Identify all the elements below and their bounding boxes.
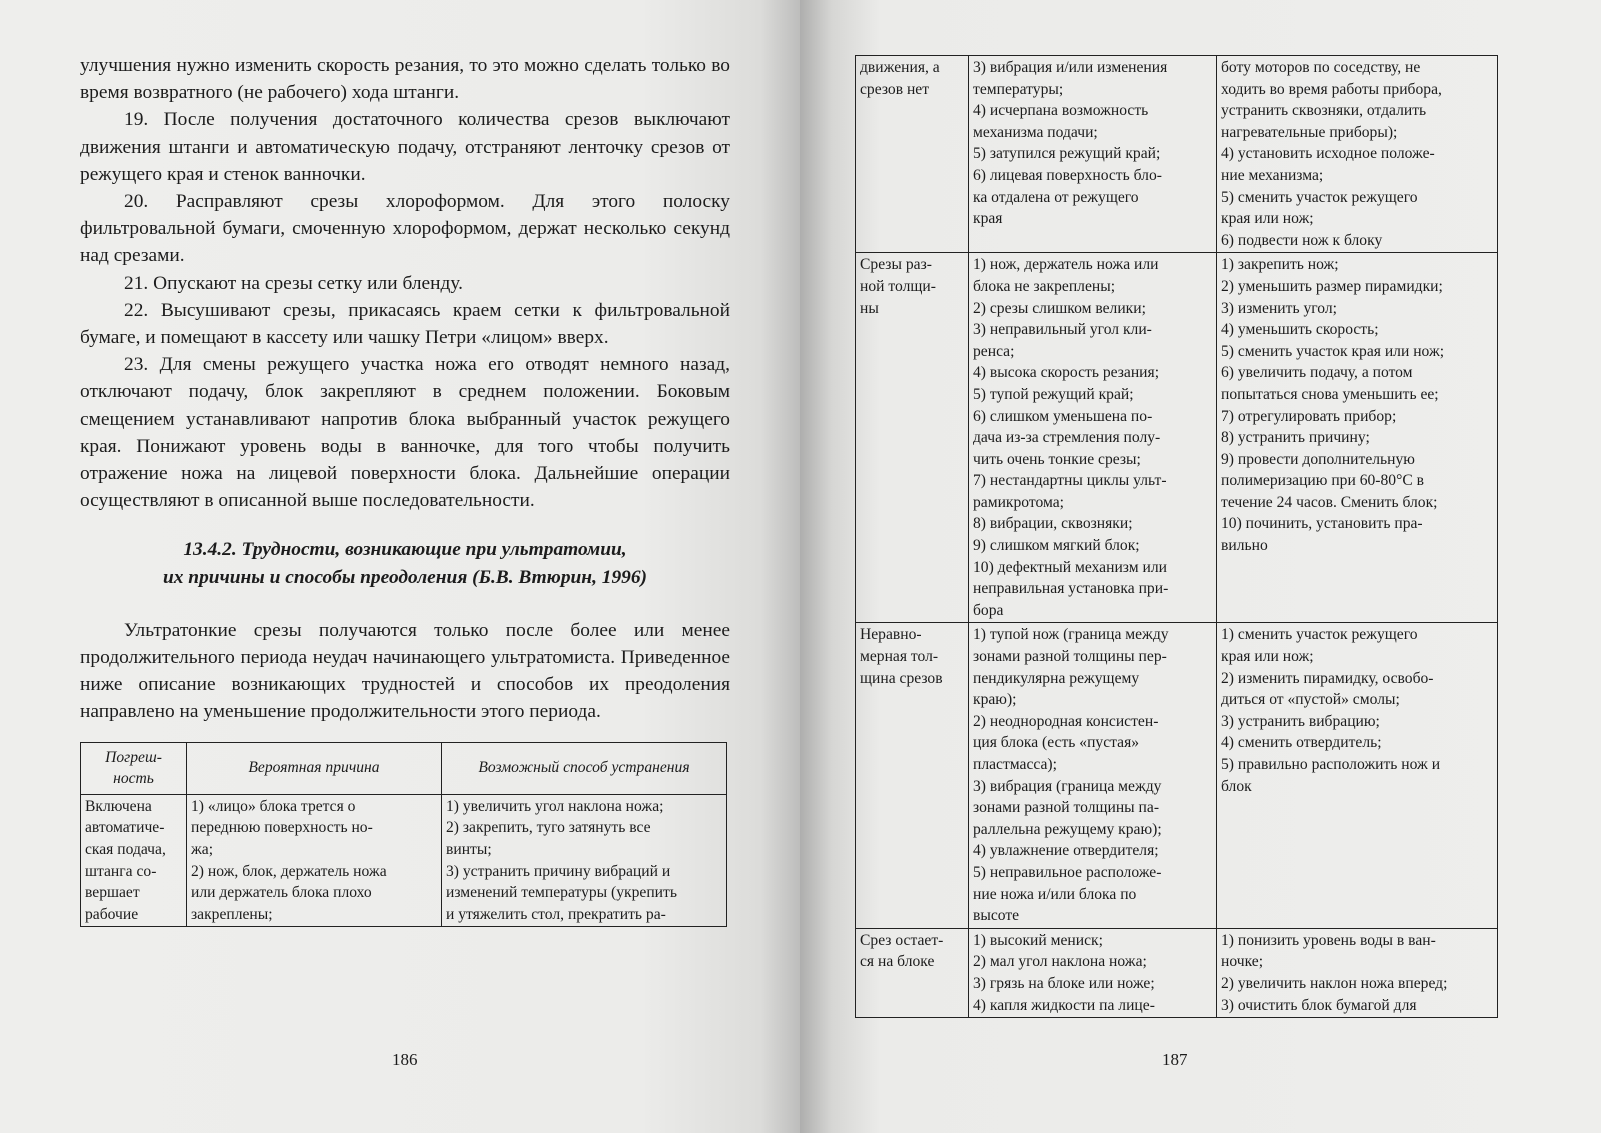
cell-line: 2) изменить пирамидку, освобо- (1221, 669, 1434, 687)
header-fix: Возможный способ устранения (442, 742, 727, 794)
cell-error (81, 794, 187, 927)
cell-error (856, 928, 969, 1017)
cell-fix (442, 794, 727, 927)
cell-line: 8) вибрации, сквозняки; (973, 515, 1133, 533)
cell-line: пендикулярна режущему (973, 669, 1140, 687)
section-title-line-1: 13.4.2. Трудности, возникающие при ультратомии, (183, 539, 627, 561)
cell-line: ны (860, 299, 879, 317)
cell-line: ходить во время работы прибора, (1221, 80, 1442, 98)
cell-line: 1) увеличить угол наклона ножа; (446, 797, 664, 815)
cell-cause (969, 253, 1217, 623)
cell-line: неправильная установка при- (973, 580, 1169, 598)
cell-fix (1217, 928, 1498, 1017)
cell-line: ренса; (973, 342, 1015, 360)
cell-line: бора (973, 601, 1004, 619)
cell-line: ние механизма; (1221, 166, 1324, 184)
cell-line: 4) высока скорость резания; (973, 364, 1160, 382)
cell-line: 6) подвести нож к блоку (1221, 231, 1383, 249)
paragraph-step-20: 20. Расправляют срезы хлороформом. Для этого полоску фильтровальной бумаги, смоченную хлороформом, держат несколько секунд над срезами. (80, 191, 730, 267)
troubleshooting-table-start (80, 742, 727, 928)
cell-line: боту моторов по соседству, не (1221, 59, 1421, 76)
cell-line: штанга со- (85, 862, 157, 880)
cell-line: щина срезов (860, 669, 943, 687)
cell-line: высоте (973, 907, 1020, 925)
cell-line: 5) затупился режущий край; (973, 145, 1161, 163)
cell-line: и утяжелить стол, прекратить ра- (446, 905, 666, 923)
cell-line: автоматиче- (85, 819, 165, 837)
cell-line: блок (1221, 777, 1252, 795)
cell-line: срезов нет (860, 80, 930, 98)
cell-line: раллельна режущему краю); (973, 820, 1162, 838)
cell-fix (1217, 253, 1498, 623)
table-row (81, 794, 727, 927)
cell-line: ка отдалена от режущего (973, 188, 1139, 206)
cell-line: края (973, 210, 1003, 228)
cell-cause (969, 623, 1217, 928)
cell-line: 2) мал угол наклона ножа; (973, 953, 1147, 971)
header-error: Погреш- ность (81, 742, 187, 794)
cell-line: 5) сменить участок режущего (1221, 188, 1418, 206)
cell-line: Включена (85, 797, 152, 815)
left-page-text (80, 52, 730, 927)
cell-line: 1) тупой нож (граница между (973, 626, 1169, 644)
cell-line: 1) понизить уровень воды в ван- (1221, 931, 1436, 949)
cell-line: чить очень тонкие срезы; (973, 450, 1141, 468)
cell-line: ние ножа и/или блока по (973, 885, 1137, 903)
paragraph-step-21: 21. Опускают на срезы сетку или бленду. (124, 272, 463, 294)
cell-line: 3) устранить вибрацию; (1221, 712, 1380, 730)
cell-line: 3) грязь на блоке или ноже; (973, 974, 1155, 992)
cell-line: попытаться снова уменьшить ее; (1221, 385, 1439, 403)
cell-line: 4) уменьшить скорость; (1221, 321, 1379, 339)
cell-line: ся на блоке (860, 953, 935, 971)
cell-cause (969, 56, 1217, 253)
cell-line: 9) слишком мягкий блок; (973, 537, 1140, 555)
cell-cause (969, 928, 1217, 1017)
cell-error (856, 253, 969, 623)
cell-line: 6) лицевая поверхность бло- (973, 166, 1162, 184)
section-title-line-2: их причины и способы преодоления (Б.В. Втюрин, 1996) (162, 566, 648, 588)
right-page (800, 0, 1601, 1133)
cell-line: 4) капля жидкости па лице- (973, 996, 1155, 1014)
page-number-right: 187 (1162, 1050, 1188, 1069)
table-row (856, 623, 1498, 928)
cell-line: жа; (191, 841, 214, 859)
section-title (80, 536, 730, 590)
table-header-row (81, 742, 727, 794)
cell-line: устранить сквозняки, отдалить (1221, 102, 1427, 120)
cell-line: вершает (85, 884, 140, 902)
cell-line: 3) изменить угол; (1221, 299, 1337, 317)
cell-line: течение 24 часов. Сменить блок; (1221, 493, 1438, 511)
cell-line: Неравно- (860, 626, 922, 644)
cell-line: температуры; (973, 80, 1064, 98)
cell-error (856, 623, 969, 928)
cell-line: вильно (1221, 537, 1268, 555)
cell-line: 1) сменить участок режущего (1221, 626, 1418, 644)
cell-line: 4) установить исходное положе- (1221, 145, 1435, 163)
cell-line: 3) устранить причину вибраций и (446, 862, 671, 880)
cell-line: 1) «лицо» блока трется о (191, 797, 356, 815)
cell-line: 1) нож, держатель ножа или (973, 256, 1159, 274)
cell-line: 7) отрегулировать прибор; (1221, 407, 1397, 425)
cell-line: мерная тол- (860, 648, 939, 666)
cell-line: дача из-за стремления полу- (973, 429, 1161, 447)
cell-line: 10) дефектный механизм или (973, 558, 1167, 576)
page-number-left: 186 (392, 1050, 418, 1069)
cell-line: 3) очистить блок бумагой для (1221, 996, 1417, 1014)
cell-line: края или нож; (1221, 210, 1314, 228)
table-row (856, 253, 1498, 623)
cell-line: 2) закрепить, туго затянуть все (446, 819, 651, 837)
cell-line: 9) провести дополнительную (1221, 450, 1415, 468)
cell-line: Срезы раз- (860, 256, 932, 274)
cell-line: 5) тупой режущий край; (973, 385, 1134, 403)
cell-line: переднюю поверхность но- (191, 819, 373, 837)
cell-line: нагревательные приборы); (1221, 123, 1398, 141)
cell-line: пластмасса); (973, 756, 1057, 773)
intro-paragraph: Ультратонкие срезы получаются только после более или менее продолжительного периода неудач начинающего ультратомиста. Приведенное ниже описание возникающих трудностей и способов их преодоления направлено на уменьшение продолжительности этого периода. (80, 619, 730, 723)
paragraph-step-19: 19. После получения достаточного количества срезов выключают движения штанги и автоматическую подачу, отстраняют ленточку срезов от режущего края и стенок ванночки. (80, 109, 730, 185)
cell-line: ной толщи- (860, 277, 936, 295)
cell-fix (1217, 56, 1498, 253)
cell-line: 4) исчерпана возможность (973, 102, 1149, 120)
cell-line: ская подача, (85, 841, 166, 859)
cell-line: 4) сменить отвердитель; (1221, 734, 1382, 752)
cell-line: 3) вибрация и/или изменения (973, 59, 1168, 76)
cell-line: 2) срезы слишком велики; (973, 299, 1146, 317)
cell-cause (187, 794, 442, 927)
cell-line: блока не закреплены; (973, 277, 1116, 295)
cell-line: изменений температуры (укрепить (446, 884, 677, 902)
cell-line: 1) закрепить нож; (1221, 256, 1339, 274)
paragraph-step-23: 23. Для смены режущего участка ножа его отводят немного назад, отключают подачу, блок закрепляют в среднем положении. Боковым смещением устанавливают напротив блока выбранный участок режущего края. Понижают уровень воды в ванночке, для того чтобы получить отражение ножа на лицевой поверхности блока. Дальнейшие операции осуществляют в описанной выше последовательности. (80, 354, 730, 512)
cell-line: 8) устранить причину; (1221, 429, 1370, 447)
cell-line: 5) сменить участок края или нож; (1221, 342, 1445, 360)
cell-line: 1) высокий мениск; (973, 931, 1103, 949)
cell-line: движения, а (860, 59, 940, 76)
cell-line: 2) увеличить наклон ножа вперед; (1221, 974, 1448, 992)
header-cause: Вероятная причина (187, 742, 442, 794)
cell-line: 4) увлажнение отвердителя; (973, 842, 1159, 860)
cell-line: зонами разной толщины па- (973, 799, 1160, 817)
cell-line: 5) правильно расположить нож и (1221, 756, 1441, 773)
table-row (856, 56, 1498, 253)
paragraph-continuation: улучшения нужно изменить скорость резания, то это можно сделать только во время возвратного (не рабочего) хода штанги. (80, 55, 730, 104)
cell-line: винты; (446, 841, 492, 859)
cell-line: 2) уменьшить размер пирамидки; (1221, 277, 1443, 295)
paragraph-step-22: 22. Высушивают срезы, прикасаясь краем сетки к фильтровальной бумаге, и помещают в кассету или чашку Петри «лицом» вверх. (80, 299, 730, 349)
cell-line: 2) нож, блок, держатель ножа (191, 862, 387, 880)
table-row (856, 928, 1498, 1017)
cell-line: края или нож; (1221, 648, 1314, 666)
cell-line: или держатель блока плохо (191, 884, 372, 902)
cell-line: Срез остает- (860, 931, 944, 949)
cell-line: 7) нестандартны циклы ульт- (973, 472, 1167, 490)
cell-line: 3) неправильный угол кли- (973, 321, 1152, 339)
cell-line: закреплены; (191, 905, 273, 923)
cell-line: 5) неправильное расположе- (973, 863, 1162, 881)
cell-line: 6) увеличить подачу, а потом (1221, 364, 1413, 382)
cell-line: 3) вибрация (граница между (973, 777, 1162, 795)
cell-error (856, 56, 969, 253)
troubleshooting-table-continued (855, 55, 1498, 1018)
cell-line: механизма подачи; (973, 123, 1098, 141)
cell-line: 2) неоднородная консистен- (973, 712, 1159, 730)
cell-line: зонами разной толщины пер- (973, 648, 1167, 666)
cell-line: 6) слишком уменьшена по- (973, 407, 1153, 425)
cell-line: 10) починить, установить пра- (1221, 515, 1423, 533)
cell-line: ция блока (есть «пустая» (973, 734, 1140, 752)
cell-fix (1217, 623, 1498, 928)
cell-line: рабочие (85, 905, 139, 923)
cell-line: диться от «пустой» смолы; (1221, 691, 1400, 709)
left-page (0, 0, 800, 1133)
cell-line: полимеризацию при 60-80°С в (1221, 472, 1424, 490)
cell-line: ночке; (1221, 953, 1264, 971)
cell-line: рамикротома; (973, 493, 1065, 511)
cell-line: краю); (973, 691, 1017, 709)
